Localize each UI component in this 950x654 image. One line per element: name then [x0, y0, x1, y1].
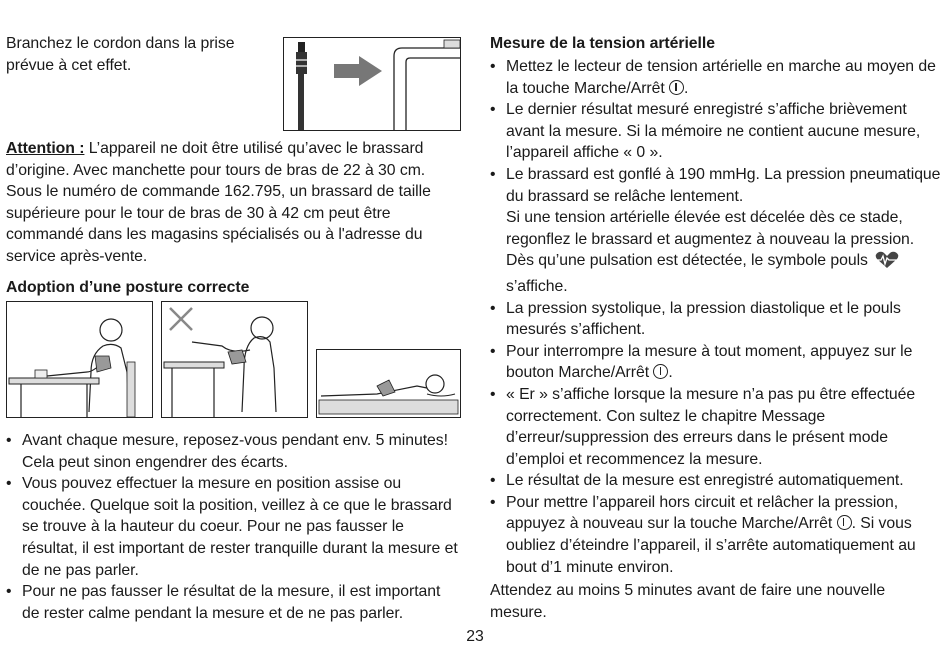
lying-posture-illustration — [316, 349, 461, 418]
bullet-text-end: . Si vous oubliez d’éteindre l’appareil, il s’arrête automatiquement au bout d’1 minute environ. — [506, 515, 916, 576]
list-item: • Pour ne pas fausser le résultat de la mesure, il est important de rester calme pendant la mesure et de ne pas parler. — [6, 581, 461, 624]
list-item: • « Er » s’affiche lorsque la mesure n’a pas pu être effectuée correctement. Con sultez le chapitre Message d’erreur/suppression des erreurs dans le présent mode d’emploi et recommencez la mesure. — [490, 384, 945, 470]
power-button-icon — [669, 80, 684, 95]
bullet-text-end: . — [684, 79, 689, 97]
bullet-text: Pour mettre l’appareil hors circuit et relâcher la pression, appuyez à nouveau sur la touche Marche/Arrêt — [506, 493, 899, 533]
attention-label: Attention : — [6, 140, 85, 157]
attention-text: L’appareil ne doit être utilisé qu’avec le brassard d’origine. Avec manchette pour tours de bras de 22 à 30 cm. Sous le numéro de commande 162.795, un brassard de taille supérieure pour le tour de bras de 30 à 42 cm peut être commandé dans les magasins spécialisés ou à l'adresse du service après-vente. — [6, 140, 431, 265]
measurement-heading: Mesure de la tension artérielle — [490, 35, 715, 52]
posture-bullet-list — [6, 430, 461, 624]
pulse-heart-icon — [874, 251, 900, 276]
list-item: • Le résultat de la mesure est enregistré automatiquement. — [490, 470, 945, 492]
list-item — [490, 492, 945, 578]
list-item — [490, 341, 945, 384]
plug-connector-illustration — [283, 37, 461, 131]
attention-paragraph — [6, 138, 461, 268]
seated-correct-posture-illustration — [6, 301, 153, 418]
list-item — [490, 56, 945, 99]
list-item — [490, 164, 945, 298]
list-item: • La pression systolique, la pression diastolique et le pouls mesurés s’affichent. — [490, 298, 945, 341]
plug-drawing — [284, 38, 460, 130]
connect-instruction: Branchez le cordon dans la prise prévue à cet effet. — [6, 35, 235, 74]
list-item: • Le dernier résultat mesuré enregistré s’affiche brièvement avant la mesure. Si la mémoire ne contient aucune mesure, l’appareil affiche « 0 ». — [490, 99, 945, 164]
seated-incorrect-posture-illustration — [161, 301, 308, 418]
power-button-icon — [653, 364, 668, 379]
bullet-text-end: . — [668, 364, 673, 382]
measurement-bullet-list — [490, 56, 945, 578]
list-item: • Vous pouvez effectuer la mesure en position assise ou couchée. Quelque soit la position, veillez à ce que le brassard se trouve à la hauteur du coeur. Pour ne pas fausser le résultat, il est important de rester tranquille durant la mesure et de ne pas parler. — [6, 473, 461, 581]
posture-heading: Adoption d’une posture correcte — [6, 279, 250, 296]
closing-note: Attendez au moins 5 minutes avant de faire une nouvelle mesure. — [490, 582, 886, 621]
bullet-text: Le brassard est gonflé à 190 mmHg. La pression pneumatique du brassard se relâche lentement. — [506, 165, 941, 205]
bullet-extra-text: Si une tension artérielle élevée est décelée dès ce stade, regonflez le brassard et augmentez à nouveau la pression. Dès qu’une pulsation est détectée, le symbole pouls — [506, 209, 915, 270]
bullet-text-end: s’affiche. — [506, 277, 568, 295]
power-button-icon — [837, 515, 852, 530]
page-number: 23 — [466, 628, 484, 645]
bullet-text: Mettez le lecteur de tension artérielle en marche au moyen de la touche Marche/Arrêt — [506, 58, 936, 97]
bullet-text: Pour interrompre la mesure à tout moment, appuyez sur le bouton Marche/Arrêt — [506, 342, 913, 382]
arrow-right-icon — [334, 56, 382, 86]
cross-icon — [170, 308, 192, 330]
list-item: • Avant chaque mesure, reposez-vous pendant env. 5 minutes! Cela peut sinon engendrer des écarts. — [6, 430, 461, 473]
